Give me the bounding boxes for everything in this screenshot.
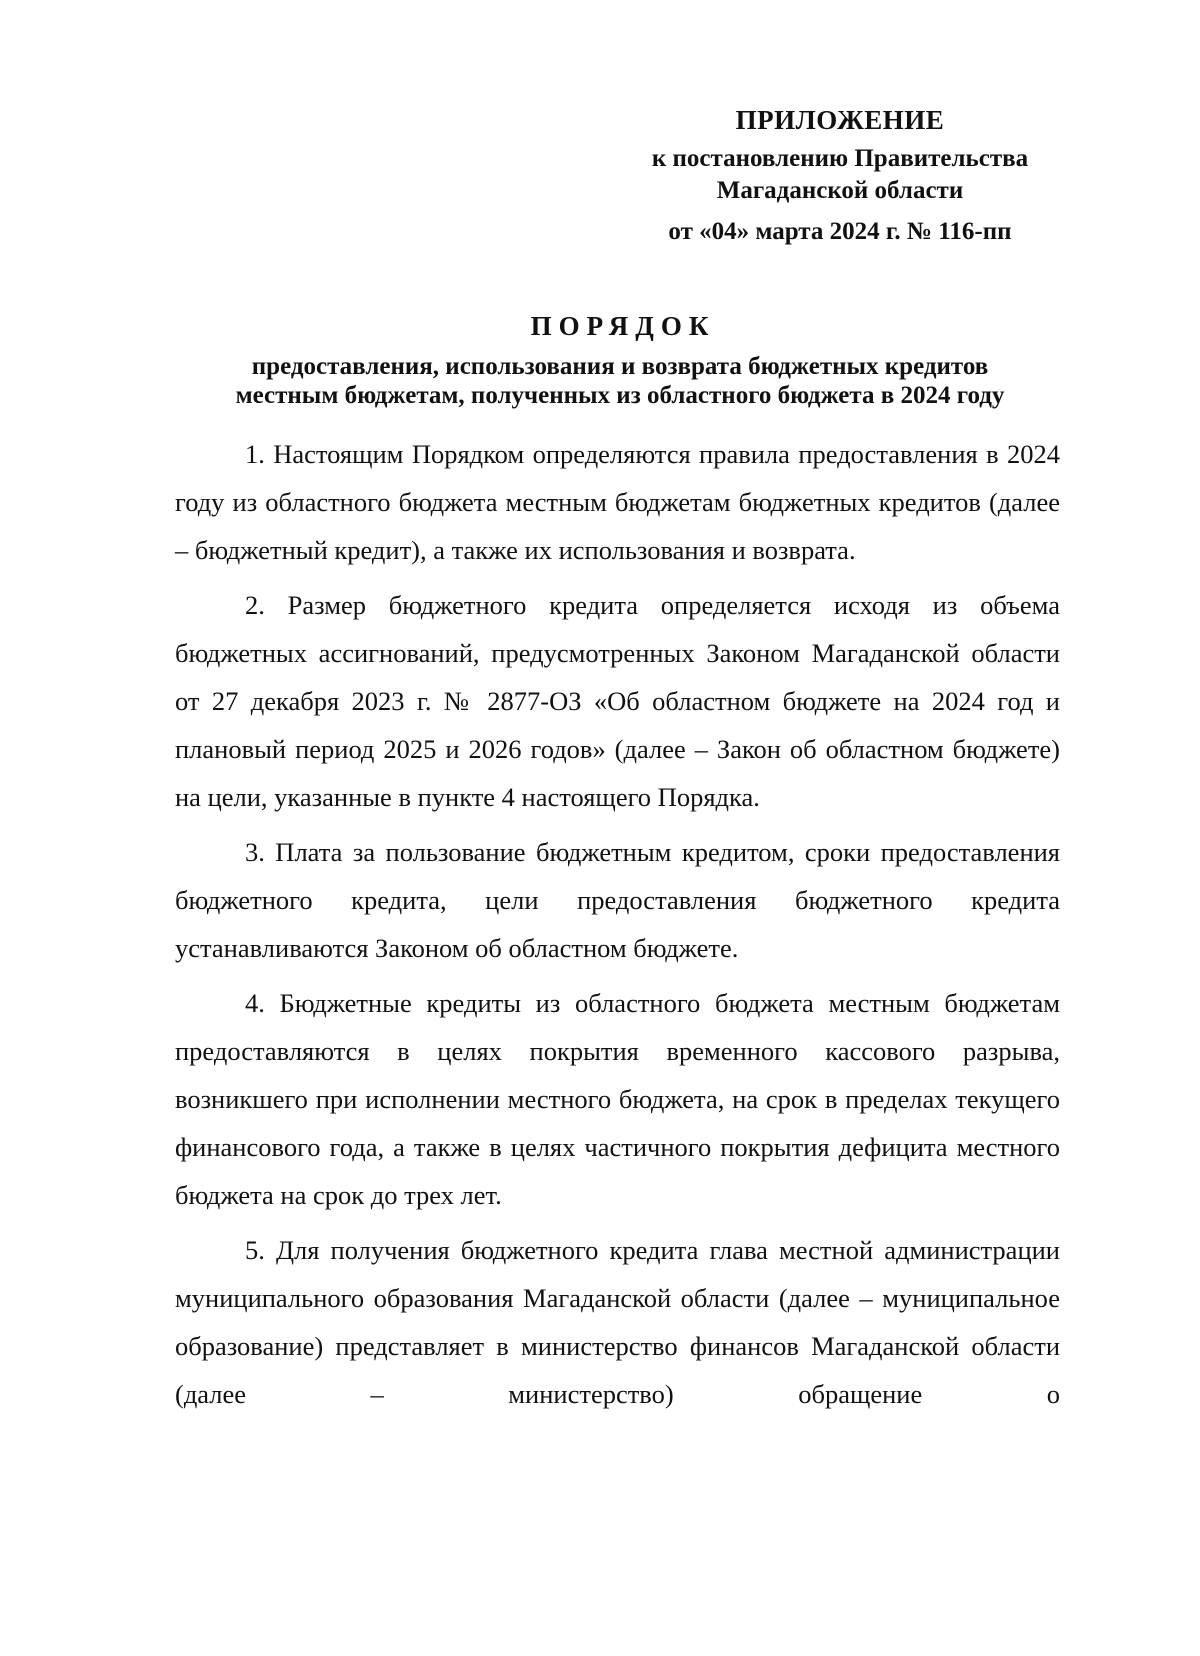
appendix-line-1: к постановлению Правительства [651, 145, 1029, 172]
document-subtitle-line-2: местным бюджетам, полученных из областного бюджета в 2024 году [235, 382, 1005, 409]
appendix-date: от «04» марта 2024 г. № 116-пп [668, 218, 1012, 245]
document-title: ПОРЯДОК [530, 311, 716, 341]
document-heading [160, 308, 1080, 410]
appendix-title: ПРИЛОЖЕНИЕ [735, 105, 945, 135]
paragraph-1: 1. Настоящим Порядком определяются правила предоставления в 2024 году из областного бюджета местным бюджетам бюджетных кредитов (далее – бюджетный кредит), а также их использования и возврата. [175, 439, 1060, 565]
appendix-line-2: Магаданской области [716, 177, 964, 204]
document-subtitle-line-1: предоставления, использования и возврата бюджетных кредитов [251, 353, 989, 380]
paragraph-4: 4. Бюджетные кредиты из областного бюджета местным бюджетам предоставляются в целях покрытия временного кассового разрыва, возникшего при исполнении местного бюджета, на срок в пределах текущего финансового года, а также в целях частичного покрытия дефицита местного бюджета на срок до трех лет. [175, 988, 1060, 1210]
appendix-block [600, 104, 1080, 248]
paragraph-2: 2. Размер бюджетного кредита определяется исходя из объема бюджетных ассигнований, предусмотренных Законом Магаданской области от 27 декабря 2023 г. № 2877-ОЗ «Об областном бюджете на 2024 год и плановый период 2025 и 2026 годов» (далее – Закон об областном бюджете) на цели, указанные в пункте 4 настоящего Порядка. [175, 590, 1060, 812]
paragraph-5: 5. Для получения бюджетного кредита глава местной администрации муниципального образования Магаданской области (далее – муниципальное образование) представляет в министерство финансов Магаданской области (далее – министерство) обращение о [175, 1235, 1060, 1409]
document-body [175, 430, 1060, 1418]
paragraph-3: 3. Плата за пользование бюджетным кредитом, сроки предоставления бюджетного кредита, цели предоставления бюджетного кредита устанавливаются Законом об областном бюджете. [175, 837, 1060, 963]
